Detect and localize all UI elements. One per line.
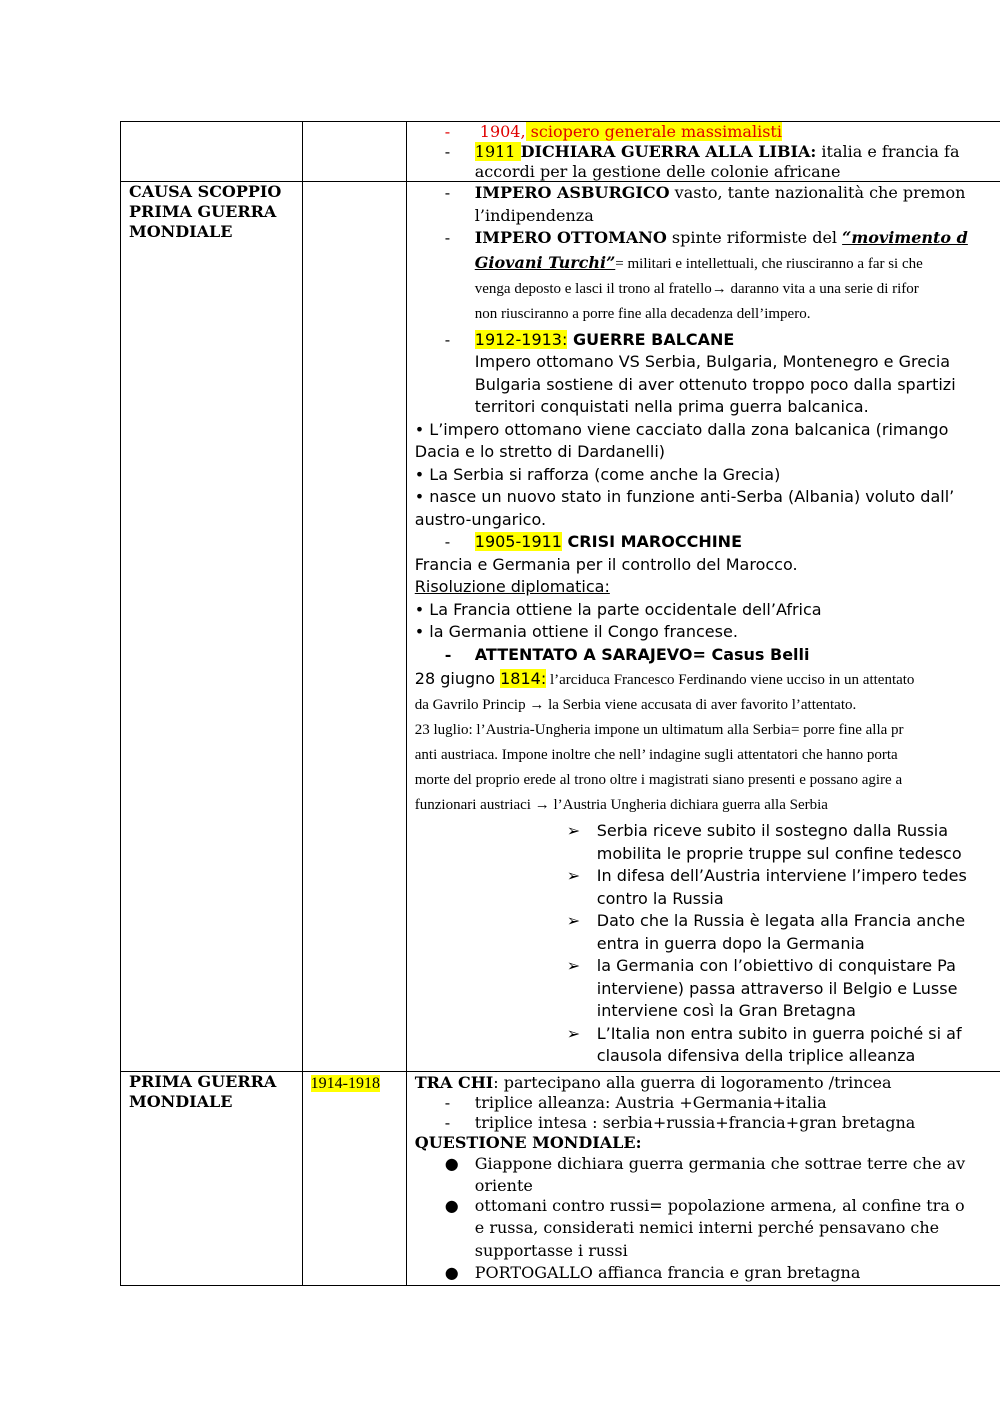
content-cell: TRA CHI: partecipano alla guerra di logoramento /trincea - triplice alleanza: Austria +Germania+italia - triplice intesa : serbia+russia+francia+gran bretagna QUESTIONE MONDIALE: ● Giappone dichiara guerra germania che sottrae terre che av oriente ● ottomani contro russi= popolazione armena, al confine tra o e russa, considerati nemici interni perché pensavano che supportasse i russi ● PORTOGALLO affianca francia e gran bretagna — [406, 1072, 1000, 1286]
arrow-item: ➢ Dato che la Russia è legata alla Francia anche — [415, 910, 1000, 933]
list-item: - 1911 DICHIARA GUERRA ALLA LIBIA: italia e francia fa — [444, 142, 960, 161]
heading-line: PRIMA GUERRA — [129, 1072, 277, 1091]
table-row — [121, 1072, 1000, 1286]
arrow-item: ➢ L’Italia non entra subito in guerra poiché si af — [415, 1023, 1000, 1046]
table-row — [121, 122, 1000, 182]
list-item: - triplice intesa : serbia+russia+francia+gran bretagna — [444, 1113, 916, 1132]
content-cell — [406, 122, 1000, 182]
arrow-icon: ➢ — [566, 911, 581, 930]
arrow-icon: ➢ — [566, 1023, 581, 1043]
list-item: ● PORTOGALLO affianca francia e gran bretagna — [444, 1263, 861, 1282]
list-item: - 1904, sciopero generale massimalisti — [444, 122, 782, 141]
list-item: ● ottomani contro russi= popolazione armena, al confine tra o — [444, 1195, 965, 1215]
arrow-icon: ➢ — [566, 956, 581, 975]
topic-cell — [121, 182, 303, 1072]
list-item-sarajevo: - ATTENTATO A SARAJEVO= Casus Belli — [444, 644, 810, 664]
history-table — [120, 121, 1000, 1286]
year-1904: 1904, — [479, 122, 526, 141]
list-item-asburgico: - IMPERO ASBURGICO vasto, tante nazionalità che premon — [444, 183, 966, 202]
sciopero-text: sciopero generale massimalisti — [525, 122, 782, 141]
arrow-item: ➢ In difesa dell’Austria interviene l’impero tedes — [415, 865, 1000, 888]
date-cell — [302, 122, 406, 182]
list-item: - triplice alleanza: Austria +Germania+italia — [444, 1093, 827, 1112]
heading-line: MONDIALE — [129, 222, 233, 241]
list-item-marocco: - 1905-1911 CRISI MAROCCHINE — [444, 532, 742, 551]
heading-line: PRIMA GUERRA — [129, 202, 277, 221]
heading-line: MONDIALE — [129, 1092, 233, 1111]
table-row — [121, 182, 1000, 1072]
heading-line: CAUSA SCOPPIO — [129, 182, 282, 201]
date-cell — [302, 1072, 406, 1286]
list-item-balcane: - 1912-1913: GUERRE BALCANE — [444, 329, 735, 349]
topic-cell — [121, 1072, 303, 1286]
arrow-item: ➢ Serbia riceve subito il sostegno dalla Russia — [415, 820, 1000, 843]
arrow-item: ➢ la Germania con l’obiettivo di conquistare Pa — [415, 955, 1000, 978]
years-badge: 1914-1918 — [310, 1075, 380, 1092]
list-item: ● Giappone dichiara guerra germania che sottrae terre che av — [444, 1154, 966, 1173]
date-cell — [302, 182, 406, 1072]
content-cell: - IMPERO ASBURGICO vasto, tante nazionalità che premon l’indipendenza - IMPERO OTTOMANO spinte riformiste del “movimento d Giovani Turchi”= militari e intellettuali, che riusciranno a far si che venga deposto e lasci il trono al fratello→ daranno vita a una serie di rifor non riusciranno a porre fine alla decadenza dell’impero. - 1912-1913: GUERRE BALCANE Impero ottomano VS Serbia, Bulgaria, Montenegro e Grecia Bulgaria sostiene di aver ottenuto troppo poco dalla spartizi territori conquistati nella prima guerra balcanica. • L’impero ottomano viene cacciato dalla zona balcanica (rimango Dacia e lo stretto di Dardanelli) • La Serbia si rafforza (come anche la Grecia) • nasce un nuovo stato in funzione anti-Serba (Albania) voluto dall’ austro-ungarico. - 1905-1911 CRISI MAROCCHINE Francia e Germania per il controllo del Marocco. Risoluzione diplomatica: • La Francia ottiene la parte occidentale dell’Africa • la Germania ottiene il Congo francese. - ATTENTATO A SARAJEVO= Casus Belli 28 giugno 1814: l’arciduca Francesco Ferdinando viene ucciso in un attentato da Gavrilo Princip → la Serbia viene accusata di aver favorito l’attentato. 23 luglio: l’Austria-Ungheria impone un ultimatum alla Serbia= porre fine alla pr anti austriaca. Impone inoltre che nell’ indagine sugli attentatori che hanno porta morte del proprio erede al trono oltre i magistrati siano presenti e possano agire a funzionari austriaci → l’Austria Ungheria dichiara guerra alla Serbia ➢ Serbia riceve subito il sostegno dalla Russia mobilita le proprie truppe sul confine tedesco ➢ In difesa dell’Austria interviene l’impero tedes contro la Russia ➢ Dato che la Russia è legata alla Francia anche entra in guerra dopo la Germania ➢ la Germania con l’obiettivo di conquistare Pa interviene) passa attraverso il Belgio e Lusse interviene così la Gran Bretagna ➢ L’Italia non entra subito in guerra poiché si af clausola difensiva della triplice alleanza — [406, 182, 1000, 1072]
arrow-icon: ➢ — [566, 821, 581, 840]
year-1911: 1911 — [474, 142, 521, 161]
list-item-continuation: accordi per la gestione delle colonie africane — [474, 162, 841, 181]
arrow-icon: ➢ — [566, 866, 581, 885]
list-item-ottomano: - IMPERO OTTOMANO spinte riformiste del “movimento d — [444, 228, 968, 247]
topic-cell — [121, 122, 303, 182]
